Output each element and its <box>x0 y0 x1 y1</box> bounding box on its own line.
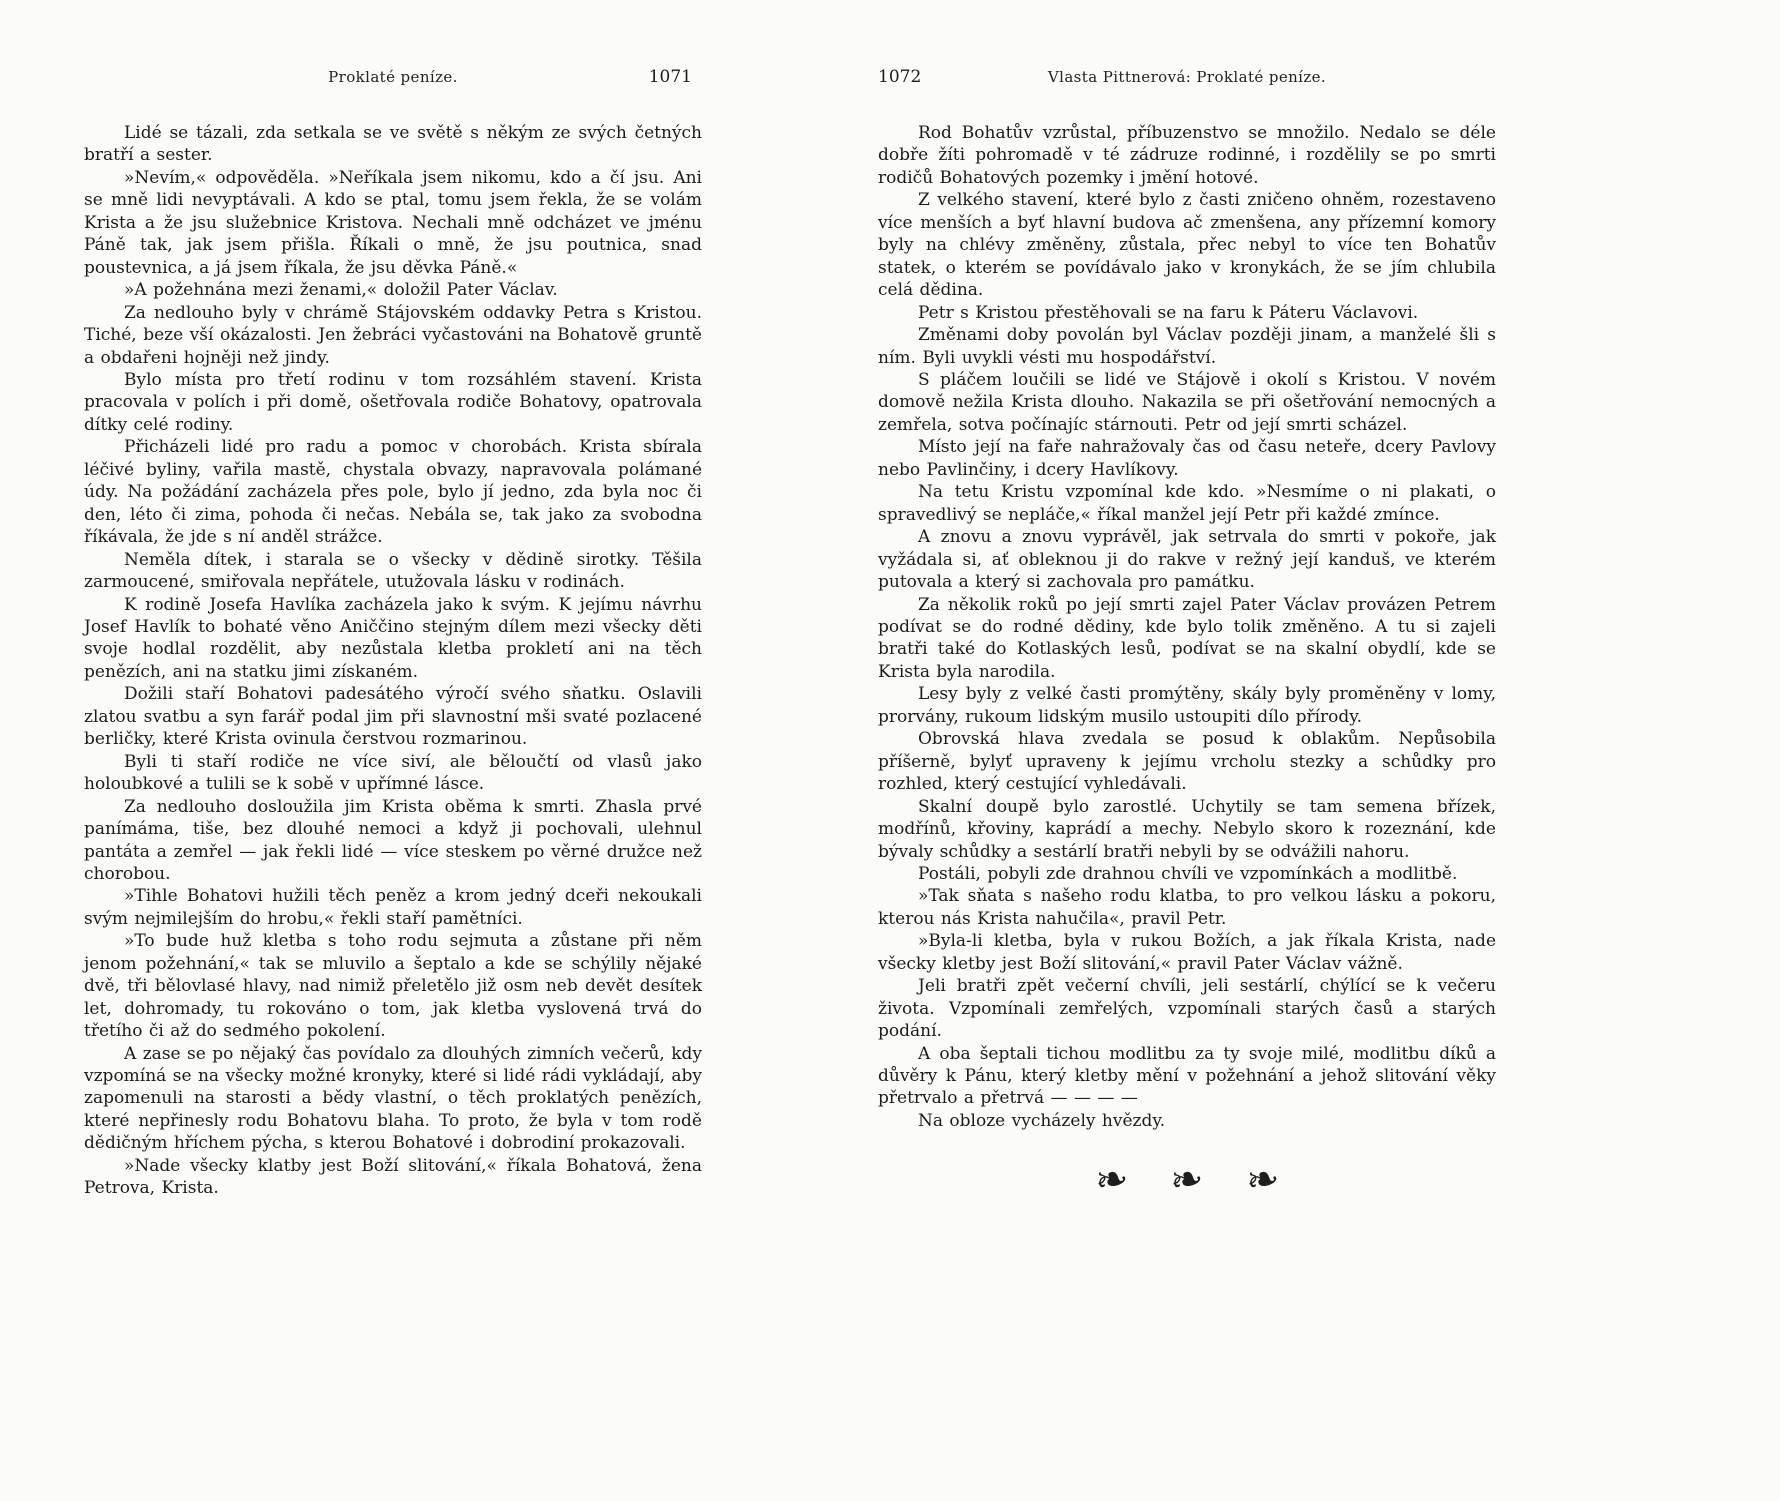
page-left <box>84 68 702 1200</box>
paragraph: »Nade všecky klatby jest Boží slitování,« říkala Bohatová, žena Petrova, Krista. <box>84 1155 702 1199</box>
paragraph: Lesy byly z velké časti promýtěny, skály byly proměněny v lomy, prorvány, rukoum lidským musilo ustoupiti dílo přírody. <box>878 684 1496 727</box>
paragraph: Skalní doupě bylo zarostlé. Uchytily se tam semena břízek, modřínů, křoviny, kaprádí a mechy. Nebylo skoro k rozeznání, kde bývaly schůdky a sestárlí bratři nebyli by se odvážili nahoru. <box>878 796 1496 862</box>
paragraph: »To bude huž kletba s toho rodu sejmuta a zůstane při něm jenom požehnání,« tak se mluvilo a šeptalo a kde se schýlily nějaké dvě, tři bělovlasé hlavy, nad nimiž přeletělo již osm neb devět desítek let, dohromady, tu rokováno o tom, jak kletba vyslovená trvá do třetího či až do sedmého pokolení. <box>84 931 702 1042</box>
page-header-right <box>878 68 1496 92</box>
page-header-left <box>84 68 702 92</box>
ornament-row <box>878 1155 1496 1206</box>
leaf-ornament-icon: ❧ <box>1242 1155 1283 1206</box>
paragraph: S pláčem loučili se lidé ve Stájově i okolí s Kristou. V novém domově nežila Krista dlouho. Nakazila se při ošetřování nemocných a zemřela, sotva počínajíc stárnouti. Petr od její smrti scházel. <box>878 369 1496 435</box>
page-number-right-page: 1072 <box>878 67 922 87</box>
running-title-left: Proklaté peníze. <box>328 68 458 86</box>
paragraph: Obrovská hlava zvedala se posud k oblakům. Nepůsobila příšerně, bylyť upraveny k jejímu vrcholu stezky a schůdky pro rozhled, který cestující vyhledávali. <box>878 729 1496 795</box>
page-number-left-page: 1071 <box>648 67 692 87</box>
paragraph: Z velkého stavení, které bylo z časti zničeno ohněm, rozestaveno více menších a byť hlavní budova ač zmenšena, any přízemní komory byly na chlévy změněny, zůstala, přec nebyl to více ten Bohatův statek, o kterém se povídávalo jako v kronykách, že se jím chlubila celá dědina. <box>878 190 1496 301</box>
paragraph: Rod Bohatův vzrůstal, příbuzenstvo se množilo. Nedalo se déle dobře žíti pohromadě v té zádruze rodinné, i rozdělily se po smrti rodičů Bohatových pozemky i jmění hotové. <box>878 123 1496 188</box>
paragraph: A znovu a znovu vyprávěl, jak setrvala do smrti v pokoře, jak vyžádala si, ať obleknou ji do rakve v režný její kanduš, ve kterém putovala a který si zachovala pro památku. <box>878 527 1496 593</box>
paragraph: Byli ti staří rodiče ne více siví, ale běloučtí od vlasů jako holoubkové a tulili se k sobě v upřímné lásce. <box>84 751 702 795</box>
paragraph: Bylo místa pro třetí rodinu v tom rozsáhlém stavení. Krista pracovala v polích i při domě, ošetřovala rodiče Bohatovy, opatrovala dítky celé rodiny. <box>84 369 702 435</box>
paragraph: Postáli, pobyli zde drahnou chvíli ve vzpomínkách a modlitbě. <box>918 863 1458 884</box>
paragraph: Petr s Kristou přestěhovali se na faru k Páteru Václavovi. <box>918 302 1419 323</box>
paragraph: A zase se po nějaký čas povídalo za dlouhých zimních večerů, kdy vzpomíná se na všecky možné kronyky, které si lidé rádi vykládají, aby zapomenuli na starosti a bědy vlastní, o těch proklatých penězích, které nepřinesly rodu Bohatovu blaha. To proto, že byla v tom rodě dědičným hříchem pýcha, s kterou Bohatové i dobrodiní prokazovali. <box>84 1043 702 1154</box>
paragraph: K rodině Josefa Havlíka zacházela jako k svým. K jejímu návrhu Josef Havlík to bohaté věno Aniččino stejným dílem mezi všecky děti svoje hodlal rozdělit, aby nezůstala kletba prokletí ani na těch penězích, ani na statku jimi získaném. <box>84 594 702 682</box>
paragraph: Za nedlouho byly v chrámě Stájovském oddavky Petra s Kristou. Tiché, beze vší okázalosti. Jen žebráci vyčastováni na Bohatově gruntě a obdařeni hojněji než jindy. <box>84 302 702 368</box>
paragraph: Přicházeli lidé pro radu a pomoc v chorobách. Krista sbírala léčivé byliny, vařila mastě, chystala obvazy, napravovala polámané údy. Na požádání zacházela přes pole, bylo jí jedno, zda byla noc či den, léto či zima, pohoda či nečas. Nebála se, tak jako za svobodna říkávala, že jde s ní anděl strážce. <box>84 437 702 548</box>
paragraph: »Nevím,« odpověděla. »Neříkala jsem nikomu, kdo a čí jsu. Ani se mně lidi nevyptávali. A kdo se ptal, tomu jsem řekla, že se volám Krista a že jsu služebnice Kristova. Nechali mně odcházet ve jménu Páně tak, jak jsem přišla. Říkali o mně, že jsu poutnica, snad poustevnica, a já jsem říkala, že jsu děvka Páně.« <box>84 167 702 278</box>
paragraph: Na obloze vycházely hvězdy. <box>918 1110 1166 1131</box>
leaf-ornament-icon: ❧ <box>1091 1155 1132 1206</box>
paragraph: »Tak sňata s našeho rodu klatba, to pro velkou lásku a pokoru, kterou nás Krista nahučila«, pravil Petr. <box>878 886 1496 929</box>
running-title-right: Vlasta Pittnerová: Proklaté peníze. <box>1047 68 1327 86</box>
page-body-right <box>878 122 1496 1132</box>
page-body-left <box>84 122 702 1200</box>
page-right <box>878 67 1496 1206</box>
paragraph: »Tihle Bohatovi hužili těch peněz a krom jedný dceři nekoukali svým nejmilejším do hrobu,« řekli staří pamětníci. <box>84 886 702 929</box>
paragraph: Jeli bratři zpět večerní chvíli, jeli sestárlí, chýlící se k večeru života. Vzpomínali zemřelých, vzpomínali starých časů a starých podání. <box>878 976 1496 1042</box>
paragraph: A oba šeptali tichou modlitbu za ty svoje milé, modlitbu díků a důvěry k Pánu, který kletby mění v požehnání a jehož slitování věky přetrvalo a přetrvá — — — — <box>878 1043 1496 1109</box>
paragraph: Změnami doby povolán byl Václav později jinam, a manželé šli s ním. Byli uvykli vésti mu hospodářství. <box>878 325 1496 368</box>
paragraph: »Byla-li kletba, byla v rukou Božích, a jak říkala Krista, nade všecky kletby jest Boží slitování,« pravil Pater Václav vážně. <box>878 931 1496 974</box>
paragraph: Dožili staří Bohatovi padesátého výročí svého sňatku. Oslavili zlatou svatbu a syn farář podal jim při slavnostní mši svaté pozlacené berličky, které Krista ovinula čerstvou rozmarinou. <box>84 684 702 750</box>
paragraph: Za několik roků po její smrti zajel Pater Václav provázen Petrem podívat se do rodné dědiny, kde bylo tolik změněno. A tu si zajeli bratři také do Kotlaských lesů, podívat se na skalní obydlí, kde se Krista byla narodila. <box>878 594 1496 682</box>
paragraph: »A požehnána mezi ženami,« doložil Pater Václav. <box>124 280 558 301</box>
paragraph: Za nedlouho dosloužila jim Krista oběma k smrti. Zhasla prvé panímáma, tiše, bez dlouhé nemoci a když ji pochovali, ulehnul pantáta a zemřel — jak řekli lidé — více steskem po věrné družce než chorobou. <box>84 796 702 884</box>
paragraph: Místo její na faře nahražovaly čas od času neteře, dcery Pavlovy nebo Pavlinčiny, i dcery Havlíkovy. <box>878 437 1496 480</box>
paragraph: Na tetu Kristu vzpomínal kde kdo. »Nesmíme o ni plakati, o spravedlivý se nepláče,« říkal manžel její Petr při každé zmínce. <box>878 482 1496 525</box>
paragraph: Neměla dítek, i starala se o všecky v dědině sirotky. Těšila zarmoucené, smiřovala nepřátele, utužovala lásku v rodinách. <box>84 549 702 593</box>
leaf-ornament-icon: ❧ <box>1167 1155 1207 1206</box>
paragraph: Lidé se tázali, zda setkala se ve světě s někým ze svých četných bratří a sester. <box>84 123 702 166</box>
